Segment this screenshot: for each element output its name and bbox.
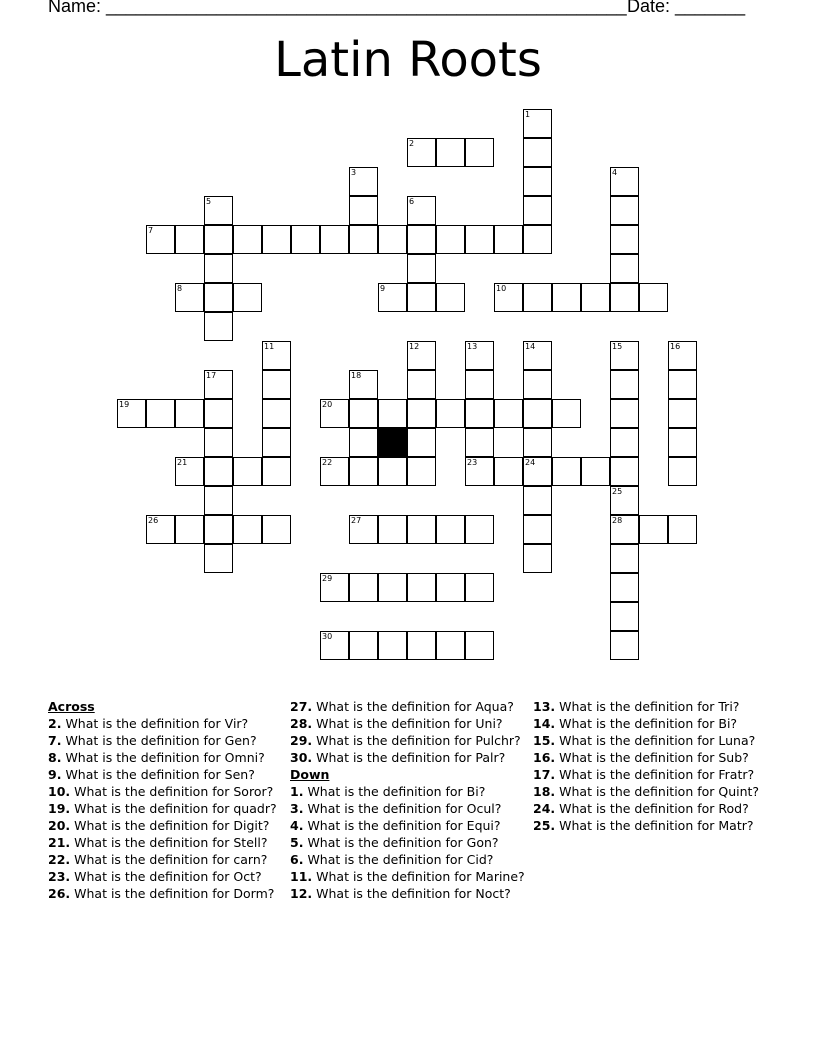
clue-text: What is the definition for Aqua? [316, 699, 514, 714]
clue-text: What is the definition for Gon? [307, 835, 499, 850]
grid-cell[interactable] [320, 573, 349, 602]
clue-item [290, 819, 525, 833]
black-cell [378, 428, 407, 457]
clue-item [48, 785, 283, 799]
clue-text: What is the definition for Bi? [559, 716, 738, 731]
grid-cell[interactable] [146, 515, 175, 544]
grid-cell[interactable] [465, 631, 494, 660]
clue-item [290, 870, 525, 884]
clue-num: 26. [48, 886, 71, 901]
clue-number: 8 [177, 284, 183, 293]
grid-cell[interactable] [175, 457, 204, 486]
grid-cell[interactable] [262, 341, 291, 370]
clue-number: 28 [612, 516, 623, 525]
grid-cell[interactable] [610, 283, 639, 312]
clue-text: What is the definition for Ocul? [307, 801, 502, 816]
clue-text: What is the definition for Vir? [65, 716, 249, 731]
name-field[interactable]: Name: ____________________________________________________ [48, 0, 627, 16]
grid-cell[interactable] [610, 515, 639, 544]
grid-cell[interactable] [378, 573, 407, 602]
grid-cell[interactable] [523, 515, 552, 544]
grid-cell[interactable] [523, 428, 552, 457]
grid-cell[interactable] [233, 457, 262, 486]
grid-cell[interactable] [349, 457, 378, 486]
clue-item [48, 717, 283, 731]
clue-column-3 [533, 700, 768, 836]
clue-num: 22. [48, 852, 71, 867]
clue-text: What is the definition for Gen? [65, 733, 257, 748]
clue-item [290, 785, 525, 799]
clue-item [533, 819, 768, 833]
grid-cell[interactable] [407, 631, 436, 660]
grid-cell[interactable] [378, 225, 407, 254]
clue-num: 12. [290, 886, 313, 901]
grid-cell[interactable] [610, 225, 639, 254]
grid-cell[interactable] [465, 341, 494, 370]
clue-item [533, 700, 768, 714]
grid-cell[interactable] [465, 225, 494, 254]
clue-text: What is the definition for Rod? [559, 801, 749, 816]
grid-cell[interactable] [349, 515, 378, 544]
grid-cell[interactable] [175, 225, 204, 254]
grid-cell[interactable] [610, 254, 639, 283]
grid-cell[interactable] [639, 515, 668, 544]
grid-cell[interactable] [233, 283, 262, 312]
grid-cell[interactable] [436, 573, 465, 602]
clue-number: 10 [496, 284, 507, 293]
grid-cell[interactable] [407, 283, 436, 312]
clue-item [533, 785, 768, 799]
clue-number: 12 [409, 342, 420, 351]
clue-text: What is the definition for Palr? [316, 750, 506, 765]
clue-text: What is the definition for Dorm? [74, 886, 275, 901]
grid-cell[interactable] [436, 631, 465, 660]
grid-cell[interactable] [204, 312, 233, 341]
grid-cell[interactable] [204, 225, 233, 254]
clue-text: What is the definition for Uni? [316, 716, 503, 731]
grid-cell[interactable] [407, 196, 436, 225]
clue-number: 7 [148, 226, 154, 235]
grid-cell[interactable] [204, 196, 233, 225]
grid-cell[interactable] [262, 225, 291, 254]
grid-cell[interactable] [610, 370, 639, 399]
grid-cell[interactable] [610, 341, 639, 370]
clue-num: 23. [48, 869, 71, 884]
clue-text: What is the definition for quadr? [74, 801, 277, 816]
grid-cell[interactable] [407, 341, 436, 370]
clue-text: What is the definition for Matr? [559, 818, 754, 833]
section-heading: Down [290, 767, 330, 782]
clue-text: What is the definition for Oct? [74, 869, 262, 884]
clue-num: 9. [48, 767, 62, 782]
grid-cell[interactable] [407, 138, 436, 167]
clue-item [48, 853, 283, 867]
grid-cell[interactable] [436, 283, 465, 312]
grid-cell[interactable] [233, 225, 262, 254]
clue-text: What is the definition for Equi? [307, 818, 501, 833]
clue-text: What is the definition for Noct? [316, 886, 511, 901]
grid-cell[interactable] [407, 254, 436, 283]
grid-cell[interactable] [610, 573, 639, 602]
clue-item [290, 836, 525, 850]
grid-cell[interactable] [523, 457, 552, 486]
clue-number: 23 [467, 458, 478, 467]
clue-item [533, 751, 768, 765]
clue-text: What is the definition for Quint? [559, 784, 760, 799]
grid-cell[interactable] [494, 457, 523, 486]
clue-text: What is the definition for Soror? [74, 784, 274, 799]
clue-item [48, 802, 283, 816]
grid-cell[interactable] [465, 399, 494, 428]
clue-text: What is the definition for Omni? [65, 750, 265, 765]
clue-number: 16 [670, 342, 681, 351]
grid-cell[interactable] [262, 399, 291, 428]
clue-number: 30 [322, 632, 333, 641]
grid-cell[interactable] [175, 283, 204, 312]
grid-cell[interactable] [378, 399, 407, 428]
grid-cell[interactable] [320, 631, 349, 660]
clue-item [290, 700, 525, 714]
clue-number: 5 [206, 197, 212, 206]
grid-cell[interactable] [436, 515, 465, 544]
grid-cell[interactable] [610, 631, 639, 660]
grid-cell[interactable] [407, 225, 436, 254]
grid-cell[interactable] [407, 457, 436, 486]
grid-cell[interactable] [175, 399, 204, 428]
grid-cell[interactable] [610, 457, 639, 486]
grid-cell[interactable] [204, 399, 233, 428]
grid-cell[interactable] [349, 573, 378, 602]
clue-text: What is the definition for Luna? [559, 733, 756, 748]
grid-cell[interactable] [523, 167, 552, 196]
grid-cell[interactable] [378, 515, 407, 544]
clue-text: What is the definition for Cid? [307, 852, 494, 867]
clue-number: 24 [525, 458, 536, 467]
grid-cell[interactable] [523, 225, 552, 254]
clue-number: 25 [612, 487, 623, 496]
clue-item [290, 717, 525, 731]
clue-number: 20 [322, 400, 333, 409]
clue-item [290, 887, 525, 901]
grid-cell[interactable] [523, 138, 552, 167]
grid-cell[interactable] [204, 515, 233, 544]
grid-cell[interactable] [668, 399, 697, 428]
clue-num: 30. [290, 750, 313, 765]
clue-number: 15 [612, 342, 623, 351]
grid-cell[interactable] [523, 370, 552, 399]
grid-cell[interactable] [378, 631, 407, 660]
grid-cell[interactable] [204, 544, 233, 573]
grid-cell[interactable] [668, 341, 697, 370]
clue-text: What is the definition for Marine? [316, 869, 525, 884]
grid-cell[interactable] [465, 138, 494, 167]
grid-cell[interactable] [407, 515, 436, 544]
grid-cell[interactable] [204, 370, 233, 399]
clue-num: 17. [533, 767, 556, 782]
grid-cell[interactable] [262, 457, 291, 486]
grid-cell[interactable] [610, 167, 639, 196]
clue-number: 21 [177, 458, 188, 467]
grid-cell[interactable] [610, 196, 639, 225]
grid-cell[interactable] [407, 428, 436, 457]
clue-item [48, 836, 283, 850]
grid-cell[interactable] [581, 457, 610, 486]
grid-cell[interactable] [494, 283, 523, 312]
grid-cell[interactable] [436, 225, 465, 254]
grid-cell[interactable] [146, 225, 175, 254]
grid-cell[interactable] [291, 225, 320, 254]
grid-cell[interactable] [349, 631, 378, 660]
grid-cell[interactable] [262, 428, 291, 457]
clue-text: What is the definition for Bi? [307, 784, 486, 799]
grid-cell[interactable] [523, 341, 552, 370]
grid-cell[interactable] [465, 370, 494, 399]
grid-cell[interactable] [349, 167, 378, 196]
clue-number: 3 [351, 168, 357, 177]
clue-text: What is the definition for Tri? [559, 699, 740, 714]
clue-num: 16. [533, 750, 556, 765]
grid-cell[interactable] [320, 399, 349, 428]
grid-cell[interactable] [407, 573, 436, 602]
grid-cell[interactable] [552, 457, 581, 486]
clue-column-2 [290, 700, 525, 904]
grid-cell[interactable] [465, 457, 494, 486]
clue-num: 14. [533, 716, 556, 731]
clue-item [533, 717, 768, 731]
grid-cell[interactable] [262, 515, 291, 544]
grid-cell[interactable] [668, 428, 697, 457]
grid-cell[interactable] [581, 283, 610, 312]
grid-cell[interactable] [175, 515, 204, 544]
clue-number: 18 [351, 371, 362, 380]
grid-cell[interactable] [349, 196, 378, 225]
clue-number: 19 [119, 400, 130, 409]
grid-cell[interactable] [117, 399, 146, 428]
clue-text: What is the definition for Pulchr? [316, 733, 521, 748]
clue-num: 5. [290, 835, 304, 850]
grid-cell[interactable] [204, 254, 233, 283]
grid-cell[interactable] [378, 457, 407, 486]
clue-number: 11 [264, 342, 275, 351]
clue-num: 18. [533, 784, 556, 799]
grid-cell[interactable] [436, 399, 465, 428]
clue-number: 6 [409, 197, 415, 206]
clue-num: 19. [48, 801, 71, 816]
grid-cell[interactable] [407, 370, 436, 399]
clue-num: 29. [290, 733, 313, 748]
grid-cell[interactable] [349, 370, 378, 399]
grid-cell[interactable] [523, 109, 552, 138]
clue-item [533, 734, 768, 748]
clue-item [48, 887, 283, 901]
grid-cell[interactable] [378, 283, 407, 312]
clue-number: 26 [148, 516, 159, 525]
grid-cell[interactable] [639, 283, 668, 312]
grid-cell[interactable] [552, 283, 581, 312]
grid-cell[interactable] [320, 225, 349, 254]
grid-cell[interactable] [523, 399, 552, 428]
clue-number: 1 [525, 110, 531, 119]
clue-item [533, 768, 768, 782]
clue-num: 20. [48, 818, 71, 833]
clue-text: What is the definition for Sub? [559, 750, 749, 765]
grid-cell[interactable] [494, 399, 523, 428]
clue-num: 10. [48, 784, 71, 799]
grid-cell[interactable] [523, 486, 552, 515]
grid-cell[interactable] [610, 428, 639, 457]
grid-cell[interactable] [494, 225, 523, 254]
clue-num: 7. [48, 733, 62, 748]
grid-cell[interactable] [523, 283, 552, 312]
grid-cell[interactable] [610, 602, 639, 631]
clue-number: 4 [612, 168, 618, 177]
clue-num: 27. [290, 699, 313, 714]
section-heading: Across [48, 699, 95, 714]
grid-cell[interactable] [523, 196, 552, 225]
clue-num: 11. [290, 869, 313, 884]
grid-cell[interactable] [349, 428, 378, 457]
clue-text: What is the definition for Digit? [74, 818, 270, 833]
clue-num: 4. [290, 818, 304, 833]
grid-cell[interactable] [407, 399, 436, 428]
grid-cell[interactable] [523, 544, 552, 573]
clue-num: 24. [533, 801, 556, 816]
clue-num: 3. [290, 801, 304, 816]
grid-cell[interactable] [610, 399, 639, 428]
clue-item [48, 768, 283, 782]
clue-text: What is the definition for Stell? [74, 835, 268, 850]
grid-cell[interactable] [465, 515, 494, 544]
grid-cell[interactable] [204, 486, 233, 515]
grid-cell[interactable] [146, 399, 175, 428]
clue-number: 9 [380, 284, 386, 293]
clue-number: 2 [409, 139, 415, 148]
clue-item [48, 819, 283, 833]
clue-text: What is the definition for Fratr? [559, 767, 755, 782]
clue-num: 28. [290, 716, 313, 731]
grid-cell[interactable] [204, 283, 233, 312]
grid-cell[interactable] [668, 370, 697, 399]
clue-number: 13 [467, 342, 478, 351]
grid-cell[interactable] [204, 428, 233, 457]
clue-num: 15. [533, 733, 556, 748]
grid-cell[interactable] [668, 515, 697, 544]
clue-item [48, 870, 283, 884]
grid-cell[interactable] [320, 457, 349, 486]
clue-number: 17 [206, 371, 217, 380]
grid-cell[interactable] [436, 138, 465, 167]
grid-cell[interactable] [552, 399, 581, 428]
clue-number: 14 [525, 342, 536, 351]
grid-cell[interactable] [668, 457, 697, 486]
clue-num: 2. [48, 716, 62, 731]
grid-cell[interactable] [349, 225, 378, 254]
clue-item [48, 751, 283, 765]
clue-number: 27 [351, 516, 362, 525]
clue-item [290, 734, 525, 748]
clue-item [290, 751, 525, 765]
clue-item [290, 853, 525, 867]
clue-number: 22 [322, 458, 333, 467]
date-field[interactable]: Date: _______ [627, 0, 746, 16]
clue-num: 6. [290, 852, 304, 867]
clue-number: 29 [322, 574, 333, 583]
clue-text: What is the definition for carn? [74, 852, 268, 867]
grid-cell[interactable] [610, 544, 639, 573]
clue-text: What is the definition for Sen? [65, 767, 255, 782]
clue-item [533, 802, 768, 816]
clue-num: 8. [48, 750, 62, 765]
clue-num: 13. [533, 699, 556, 714]
grid-cell[interactable] [204, 457, 233, 486]
grid-cell[interactable] [349, 399, 378, 428]
grid-cell[interactable] [233, 515, 262, 544]
clue-num: 21. [48, 835, 71, 850]
grid-cell[interactable] [465, 428, 494, 457]
clue-column-1 [48, 700, 283, 904]
grid-cell[interactable] [262, 370, 291, 399]
grid-cell[interactable] [610, 486, 639, 515]
page-title: Latin Roots [274, 32, 542, 88]
clue-item [290, 802, 525, 816]
clue-num: 1. [290, 784, 304, 799]
clue-item [48, 734, 283, 748]
clue-num: 25. [533, 818, 556, 833]
grid-cell[interactable] [465, 573, 494, 602]
